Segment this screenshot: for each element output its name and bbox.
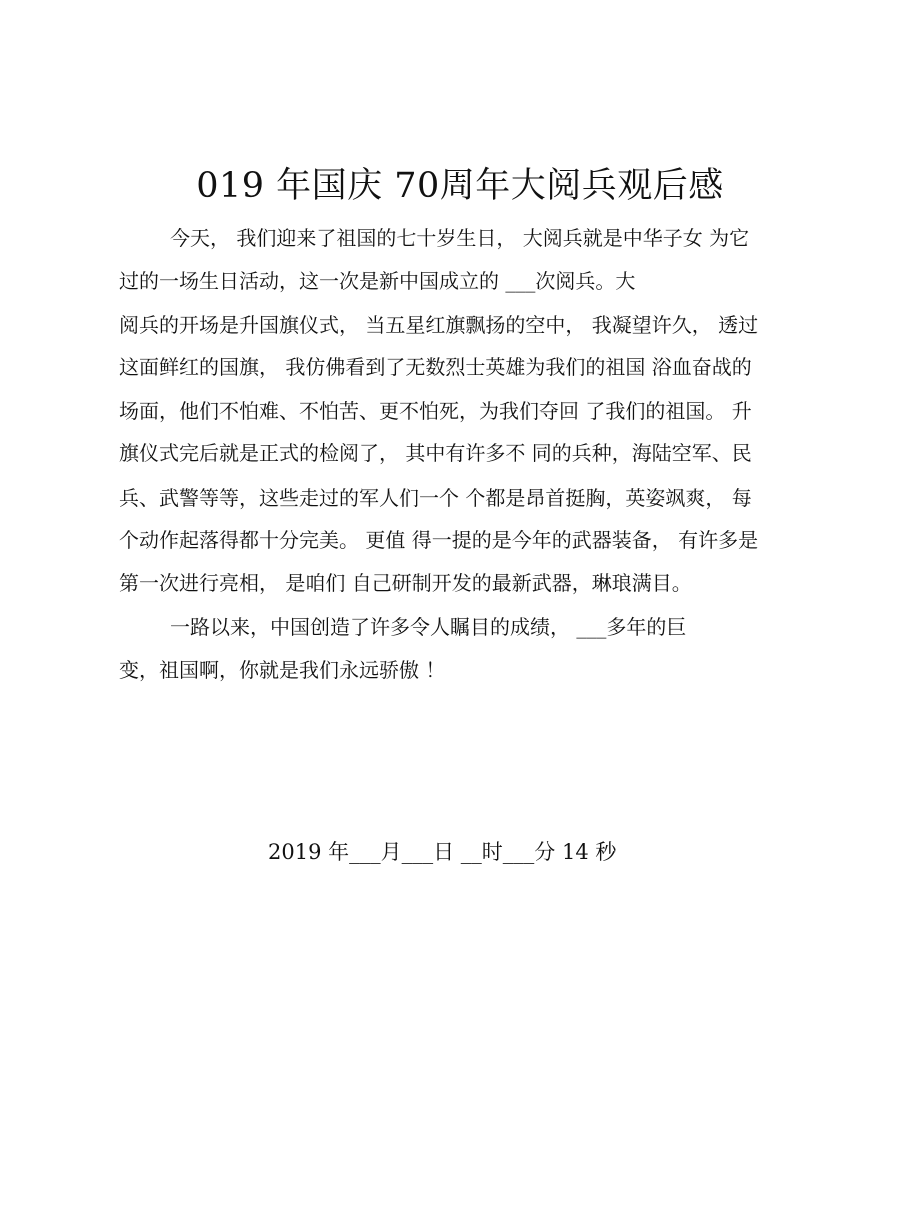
paragraph1-line-5: 场面，他们不怕难、不怕苦、更不怕死，为我们夺回 了我们的祖国。 升 [119, 399, 752, 423]
paragraph1-line-2: 过的一场生日活动，这一次是新中国成立的 ___次阅兵。大 [119, 269, 636, 293]
paragraph1-line-1: 今天， 我们迎来了祖国的七十岁生日， 大阅兵就是中华子女 为它 [170, 226, 750, 250]
paragraph2-line-1: 一路以来，中国创造了许多令人瞩目的成绩， ___多年的巨 [170, 615, 687, 639]
paragraph2-line-2: 变，祖国啊，你就是我们永远骄傲 ！ [119, 658, 446, 682]
paragraph1-line-9: 第一次进行亮相， 是咱们 自己研制开发的最新武器，琳琅满目。 [119, 571, 692, 595]
date-line: 2019 年___月___日 __时___分 14 秒 [268, 840, 617, 864]
paragraph1-line-6: 旗仪式完后就是正式的检阅了， 其中有许多不 同的兵种，海陆空军、民 [119, 441, 752, 465]
paragraph1-line-3: 阅兵的开场是升国旗仪式， 当五星红旗飘扬的空中， 我凝望许久， 透过 [119, 313, 759, 337]
paragraph1-line-4: 这面鲜红的国旗， 我仿佛看到了无数烈士英雄为我们的祖国 浴血奋战的 [119, 355, 752, 379]
paragraph1-line-7: 兵、武警等等，这些走过的军人们一个 个都是昂首挺胸，英姿飒爽， 每 [119, 486, 752, 510]
document-title: 019 年国庆 70周年大阅兵观后感 [196, 166, 724, 206]
paragraph1-line-8: 个动作起落得都十分完美。 更值 得一提的是今年的武器装备， 有许多是 [119, 528, 759, 552]
